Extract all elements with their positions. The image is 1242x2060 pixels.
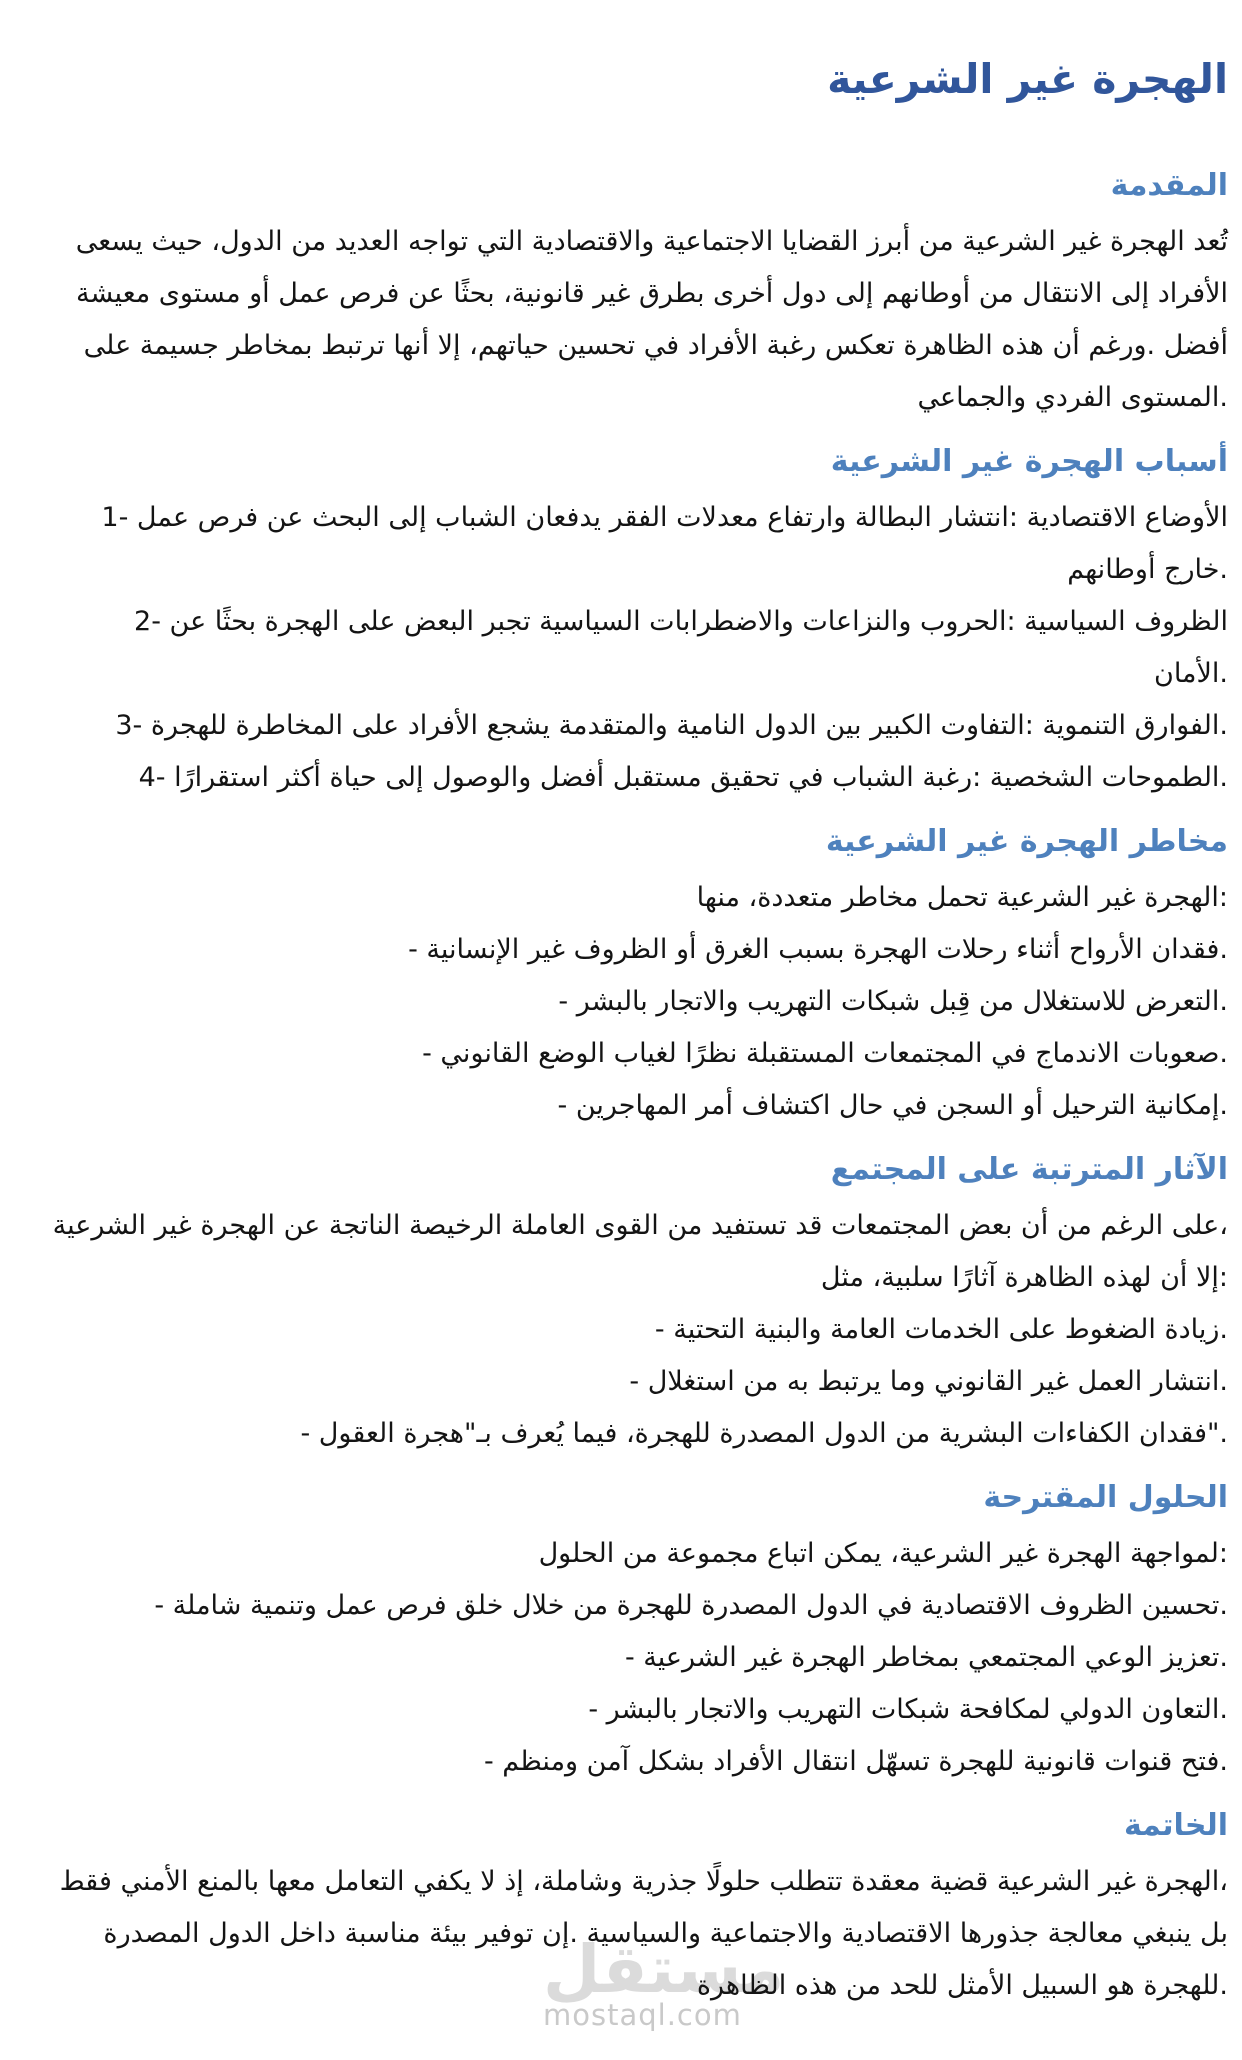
- section-3: [52, 1150, 1228, 1460]
- text-line: .صعوبات الاندماج في المجتمعات المستقبلة نظرًا لغياب الوضع القانوني -: [422, 1038, 1228, 1069]
- section-1: [62, 442, 1228, 804]
- text-line: :لمواجهة الهجرة غير الشرعية، يمكن اتباع مجموعة من الحلول: [538, 1538, 1228, 1569]
- text-line: .زيادة الضغوط على الخدمات العامة والبنية التحتية -: [654, 1314, 1228, 1345]
- section-5: [59, 1806, 1228, 2012]
- text-line: ،الهجرة غير الشرعية قضية معقدة تتطلب حلولًا جذرية وشاملة، إذ لا يكفي التعامل معها بالمنع الأمني فقط: [59, 1866, 1228, 1897]
- text-line: أفضل .ورغم أن هذه الظاهرة تعكس رغبة الأفراد في تحسين حياتهم، إلا أنها ترتبط بمخاطر جسيمة على: [83, 330, 1228, 361]
- section-heading: الحلول المقترحة: [983, 1480, 1228, 1515]
- text-line: .التعرض للاستغلال من قِبل شبكات التهريب والاتجار بالبشر -: [558, 986, 1228, 1017]
- text-line: :الهجرة غير الشرعية تحمل مخاطر متعددة، منها: [696, 882, 1228, 913]
- text-line: :إلا أن لهذه الظاهرة آثارًا سلبية، مثل: [820, 1262, 1228, 1293]
- text-line: تُعد الهجرة غير الشرعية من أبرز القضايا الاجتماعية والاقتصادية التي تواجه العديد من الدول، حيث يسعى: [75, 226, 1228, 257]
- text-line: بل ينبغي معالجة جذورها الاقتصادية والاجتماعية والسياسية .إن توفير بيئة مناسبة داخل الدول المصدرة: [103, 1918, 1228, 1949]
- text-line: ."فقدان الكفاءات البشرية من الدول المصدرة للهجرة، فيما يُعرف بـ"هجرة العقول -: [300, 1418, 1228, 1449]
- text-line: الأفراد إلى الانتقال من أوطانهم إلى دول أخرى بطرق غير قانونية، بحثًا عن فرص عمل أو مستوى معيشة: [76, 278, 1228, 309]
- text-line: .تعزيز الوعي المجتمعي بمخاطر الهجرة غير الشرعية -: [624, 1642, 1228, 1673]
- section-4: [62, 1478, 1228, 1788]
- text-line: .إمكانية الترحيل أو السجن في حال اكتشاف أمر المهاجرين -: [557, 1090, 1228, 1121]
- section-heading: الخاتمة: [1123, 1808, 1228, 1843]
- section-0: [62, 166, 1228, 424]
- text-line: .خارج أوطانهم: [1067, 554, 1228, 585]
- text-line: .تحسين الظروف الاقتصادية في الدول المصدرة للهجرة من خلال خلق فرص عمل وتنمية شاملة -: [154, 1590, 1228, 1621]
- section-heading: الآثار المترتبة على المجتمع: [830, 1152, 1228, 1187]
- text-line: .انتشار العمل غير القانوني وما يرتبط به من استغلال -: [629, 1366, 1228, 1397]
- section-heading: أسباب الهجرة غير الشرعية: [830, 444, 1228, 479]
- section-2: [62, 822, 1228, 1132]
- text-line: .الفوارق التنموية :التفاوت الكبير بين الدول النامية والمتقدمة يشجع الأفراد على المخاطرة للهجرة -3: [115, 710, 1228, 741]
- text-line: ،على الرغم من أن بعض المجتمعات قد تستفيد من القوى العاملة الرخيصة الناتجة عن الهجرة غير الشرعية: [52, 1210, 1228, 1241]
- mostaql-watermark-logo: مستقل: [543, 1931, 785, 2008]
- text-line: .فتح قنوات قانونية للهجرة تسهّل انتقال الأفراد بشكل آمن ومنظم -: [483, 1746, 1228, 1777]
- document-sections: [52, 166, 1228, 2012]
- text-line: .الأمان: [1154, 658, 1228, 689]
- mostaql-watermark-domain: mostaql.com: [543, 1998, 742, 2032]
- text-line: .فقدان الأرواح أثناء رحلات الهجرة بسبب الغرق أو الظروف غير الإنسانية -: [408, 934, 1228, 965]
- text-line: الأوضاع الاقتصادية :انتشار البطالة وارتفاع معدلات الفقر يدفعان الشباب إلى البحث عن فرص عمل -1: [101, 502, 1228, 533]
- text-line: .التعاون الدولي لمكافحة شبكات التهريب والاتجار بالبشر -: [588, 1694, 1228, 1725]
- text-line: .المستوى الفردي والجماعي: [917, 382, 1228, 413]
- section-heading: مخاطر الهجرة غير الشرعية: [825, 824, 1228, 859]
- text-line: .للهجرة هو السبيل الأمثل للحد من هذه الظاهرة: [696, 1970, 1228, 2001]
- text-line: .الطموحات الشخصية :رغبة الشباب في تحقيق مستقبل أفضل والوصول إلى حياة أكثر استقرارًا -4: [138, 762, 1228, 793]
- section-heading: المقدمة: [1110, 168, 1228, 203]
- page-title: الهجرة غير الشرعية: [827, 55, 1228, 103]
- text-line: الظروف السياسية :الحروب والنزاعات والاضطرابات السياسية تجبر البعض على الهجرة بحثًا عن -2: [134, 606, 1228, 637]
